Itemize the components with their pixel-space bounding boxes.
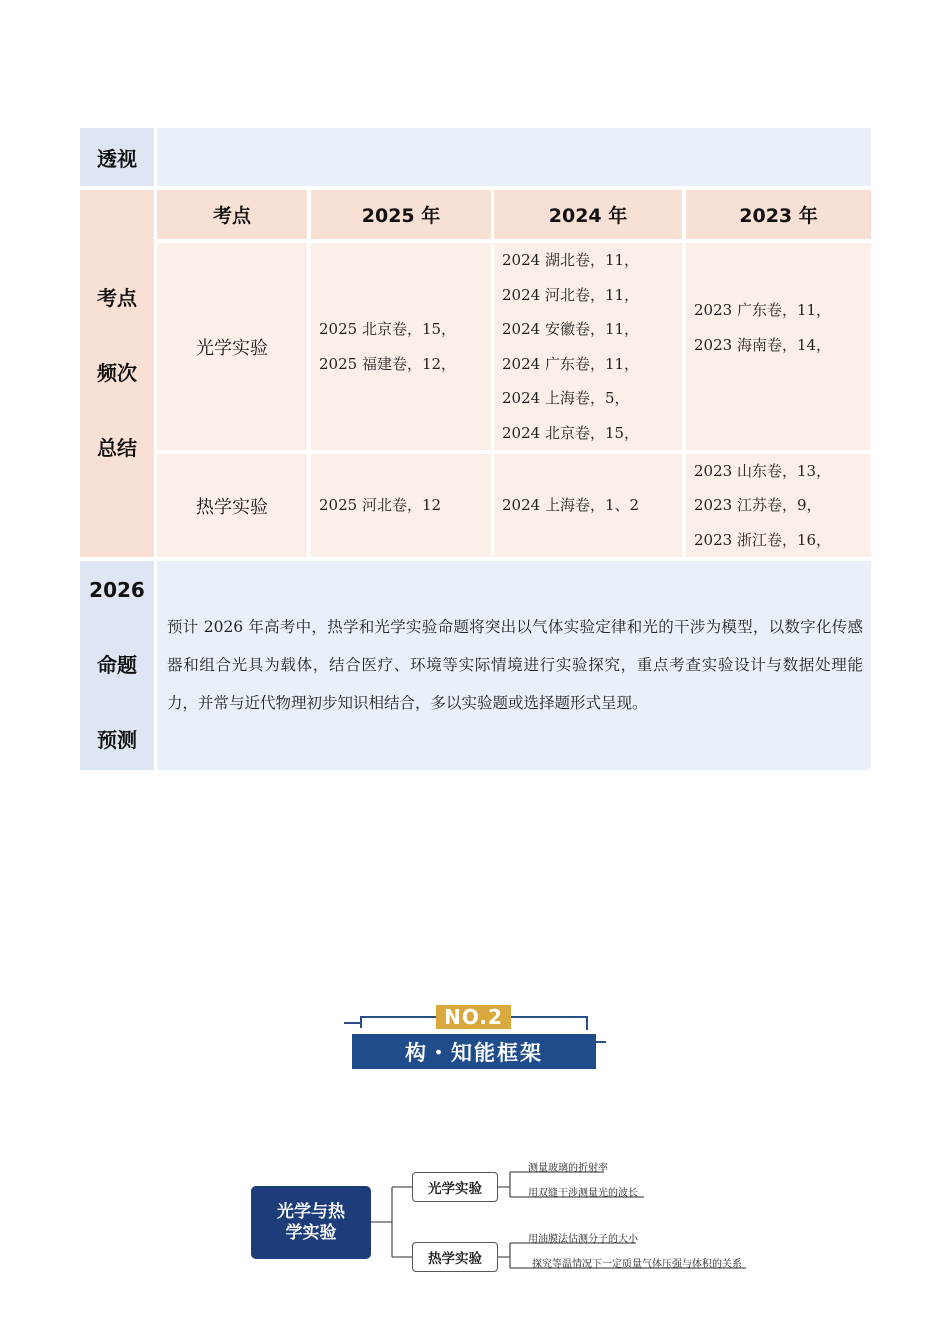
list-item: 2024 上海卷，1、2 <box>502 496 640 515</box>
label-summary-line: 总结 <box>97 436 137 460</box>
header-2025: 2025 年 <box>311 190 491 239</box>
list-item: 2023 山东卷，13， <box>694 461 832 480</box>
mindmap-root <box>251 1186 371 1259</box>
list-item: 2023 广东卷，11， <box>694 301 832 319</box>
list-item: 2025 福建卷，12， <box>319 354 457 373</box>
leaf-double-slit: 用双缝干涉测量光的波长 <box>528 1188 638 1199</box>
leaf-refraction: 测量玻璃的折射率 <box>528 1163 608 1174</box>
topic-optics: 光学实验 <box>157 243 307 450</box>
section-title: 构・知能框架 <box>352 1034 596 1069</box>
branch-thermal: 热学实验 <box>412 1242 498 1272</box>
header-2023: 2023 年 <box>686 190 871 239</box>
list-item: 2024 河北卷，11， <box>502 285 640 304</box>
label-prediction-line: 命题 <box>97 653 137 677</box>
header-topic: 考点 <box>157 190 307 239</box>
list-item: 2023 江苏卷，9， <box>694 496 822 515</box>
list-item: 2024 湖北卷，11， <box>502 251 640 269</box>
label-summary-line: 考点 <box>97 286 137 310</box>
list-item: 2023 浙江卷，16， <box>694 530 832 549</box>
label-summary-line: 频次 <box>97 361 137 385</box>
root-line: 光学与热 <box>277 1201 345 1222</box>
label-prediction-line: 预测 <box>97 728 137 752</box>
label-prediction-line: 2026 <box>89 578 145 602</box>
list-item: 2024 广东卷，11， <box>502 354 640 373</box>
list-item: 2024 安徽卷，11， <box>502 320 640 338</box>
label-touming: 透视 <box>80 128 154 186</box>
branch-optics: 光学实验 <box>412 1172 498 1202</box>
leaf-isothermal: 探究等温情况下一定质量气体压强与体积的关系 <box>532 1259 742 1270</box>
section-badge: NO.2 <box>436 1005 511 1029</box>
list-item: 2025 北京卷，15， <box>319 320 457 338</box>
list-item: 2024 北京卷，15， <box>502 423 640 442</box>
list-item: 2024 上海卷，5， <box>502 389 630 407</box>
leaf-oil-film: 用油膜法估测分子的大小 <box>528 1234 638 1245</box>
topic-thermal: 热学实验 <box>157 454 307 557</box>
list-item: 2023 海南卷，14， <box>694 335 832 354</box>
prediction-text: 预计 2026 年高考中，热学和光学实验命题将突出以气体实验定律和光的干涉为模型，以数字化传感器和组合光具为载体，结合医疗、环境等实际情境进行实验探究，重点考查实验设计与数据处理能力，并常与近代物理初步知识相结合，多以实验题或选择题形式呈现。 <box>157 561 871 770</box>
root-line: 学实验 <box>285 1222 337 1243</box>
list-item: 2025 河北卷，12 <box>319 496 442 515</box>
header-2024: 2024 年 <box>494 190 682 239</box>
